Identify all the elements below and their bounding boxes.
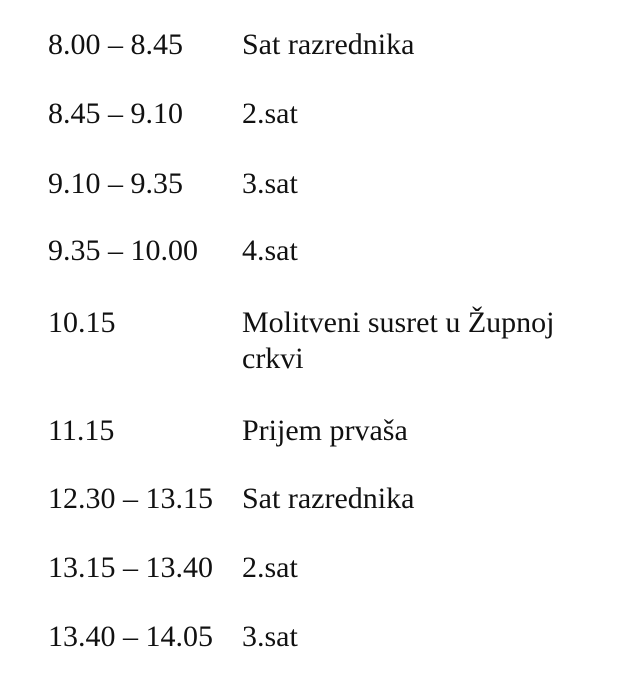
activity-name: Molitveni susret u Župnoj crkvi bbox=[242, 306, 555, 375]
activity-name: Sat razrednika bbox=[242, 28, 415, 61]
time-slot: 13.15 – 13.40 bbox=[48, 551, 213, 584]
activity-name: 4.sat bbox=[242, 234, 298, 267]
time-slot: 8.00 – 8.45 bbox=[48, 28, 183, 61]
time-slot: 8.45 – 9.10 bbox=[48, 97, 183, 130]
activity-name: Sat razrednika bbox=[242, 482, 415, 515]
time-slot: 13.40 – 14.05 bbox=[48, 620, 213, 653]
activity-name: 3.sat bbox=[242, 167, 298, 200]
activity-name: 3.sat bbox=[242, 620, 298, 653]
time-slot: 11.15 bbox=[48, 414, 115, 447]
time-slot: 10.15 bbox=[48, 306, 116, 339]
activity-name: 2.sat bbox=[242, 551, 298, 584]
time-slot: 9.10 – 9.35 bbox=[48, 167, 183, 200]
time-slot: 12.30 – 13.15 bbox=[48, 482, 213, 515]
time-slot: 9.35 – 10.00 bbox=[48, 234, 198, 267]
activity-name: Prijem prvaša bbox=[242, 414, 408, 447]
activity-name: 2.sat bbox=[242, 97, 298, 130]
